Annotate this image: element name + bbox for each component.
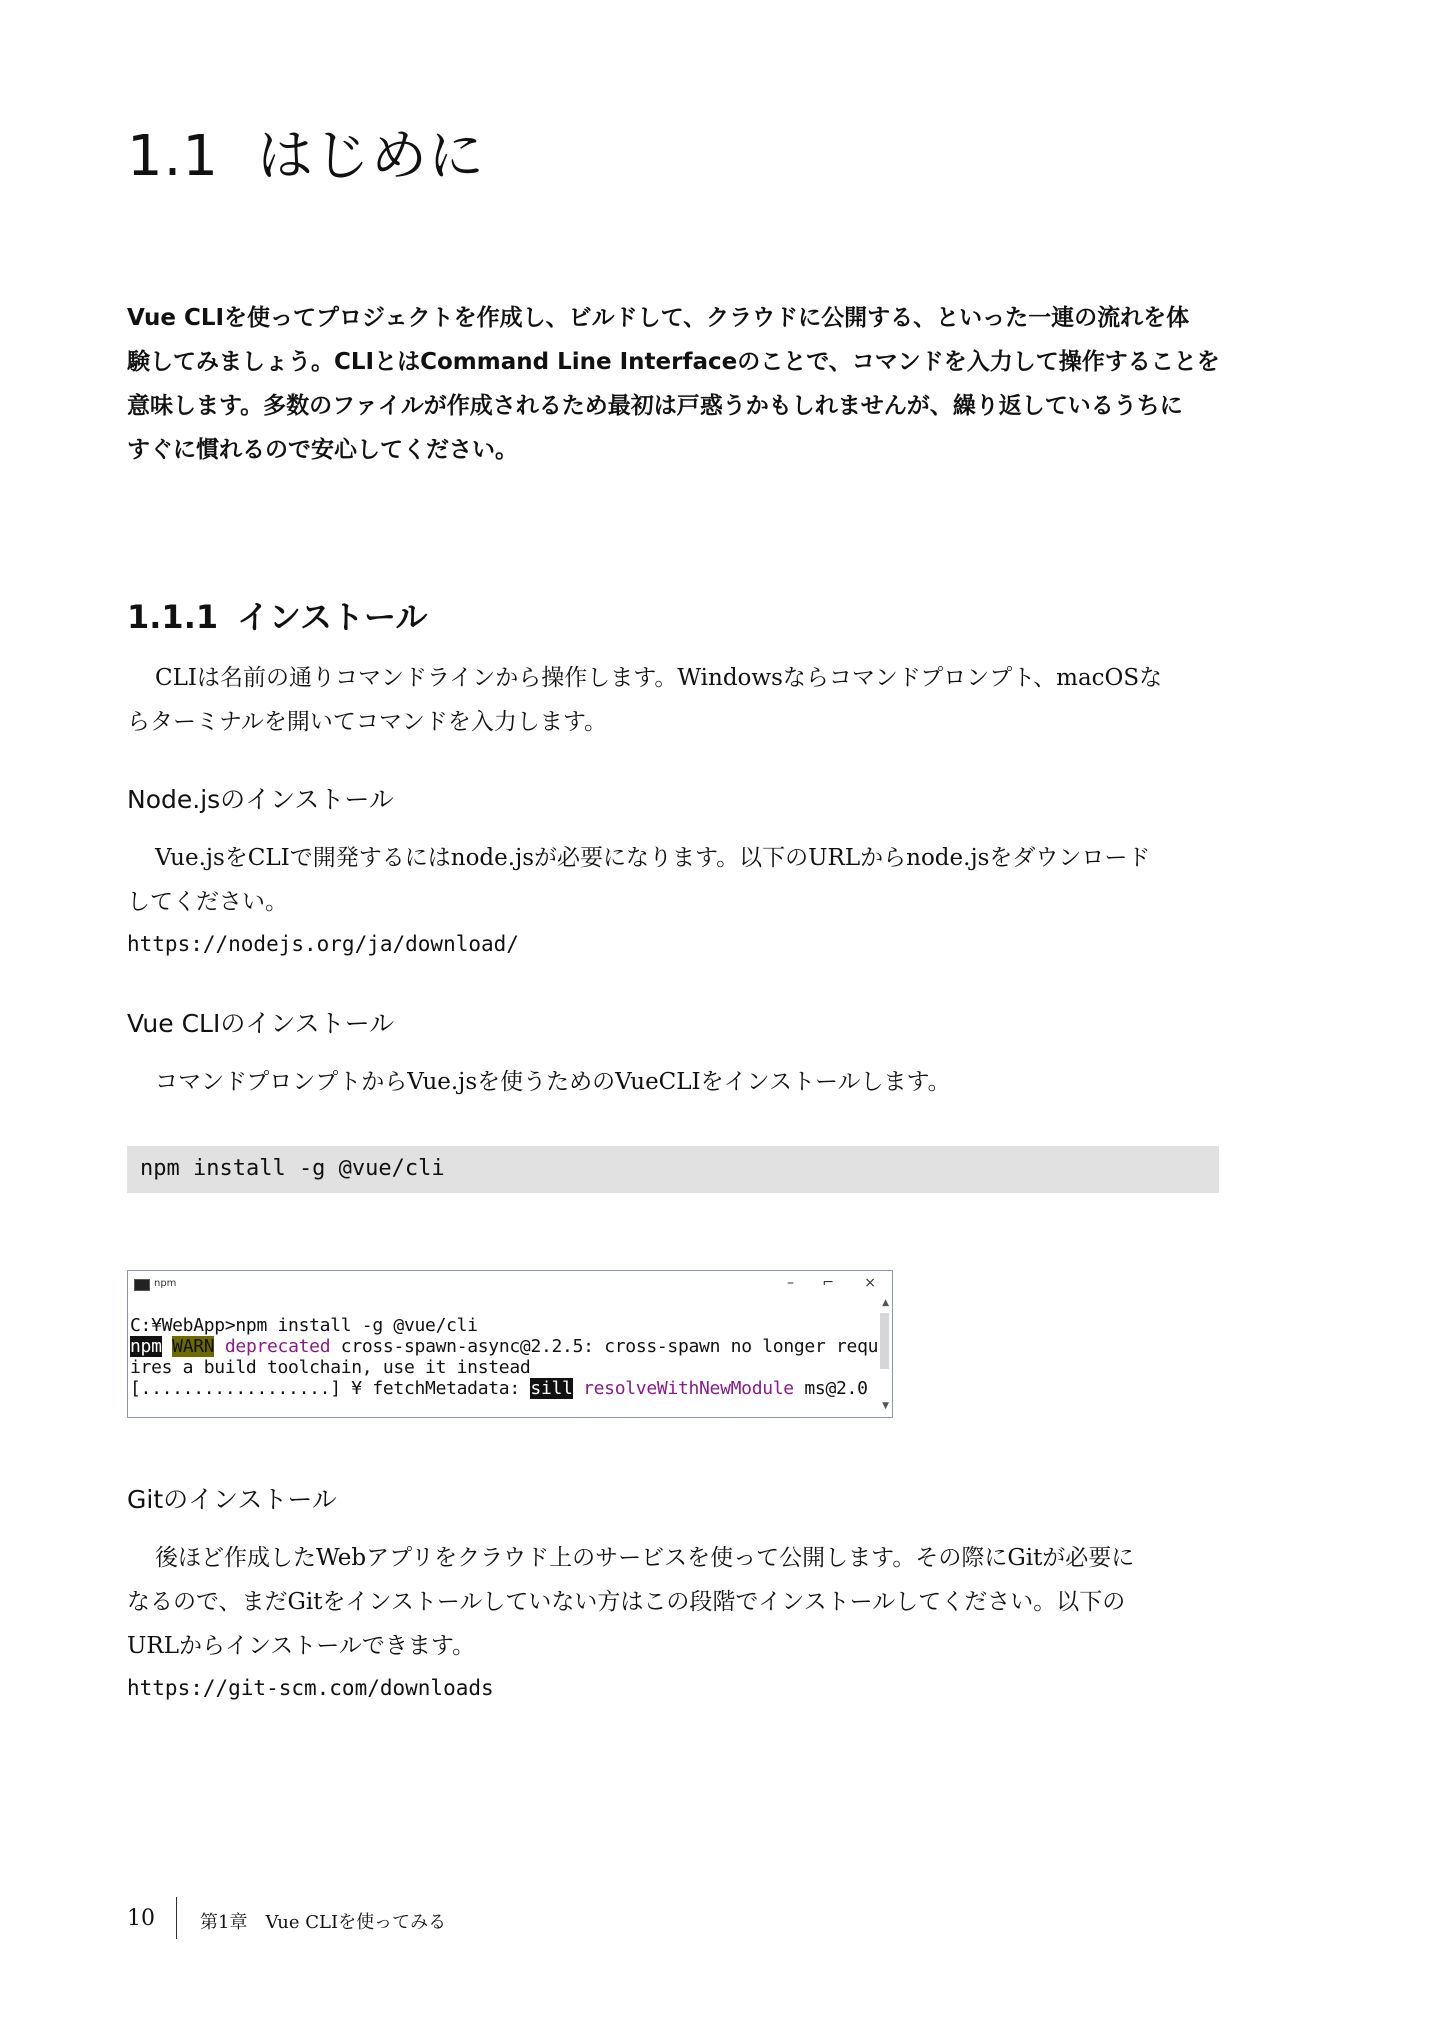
node-paragraph <box>127 836 1221 924</box>
subsection-title-text: インストール <box>237 598 428 636</box>
section-number: 1.1 <box>127 124 220 189</box>
install-paragraph <box>127 656 1221 744</box>
intro-line: すぐに慣れるので安心してください。 <box>127 437 518 463</box>
intro-paragraph <box>127 296 1221 472</box>
paragraph-line: してください。 <box>127 889 288 915</box>
node-heading: Node.jsのインストール <box>127 785 394 814</box>
terminal-line: ires a build toolchain, use it instead <box>130 1357 531 1378</box>
git-paragraph <box>127 1536 1221 1668</box>
progress-text: [..................] ¥ fetchMetadata: <box>130 1378 531 1399</box>
warn-badge: WARN <box>172 1336 215 1357</box>
vuecli-paragraph <box>127 1060 1221 1104</box>
paragraph-line: 後ほど作成したWebアプリをクラウド上のサービスを使って公開します。その際にGitが必要に <box>155 1545 1135 1571</box>
terminal-line <box>130 1336 878 1357</box>
terminal-screenshot <box>127 1270 893 1418</box>
minimize-icon: – <box>787 1275 794 1291</box>
paragraph-line: CLIは名前の通りコマンドラインから操作します。Windowsならコマンドプロンプト、macOSな <box>155 665 1163 691</box>
node-download-url[interactable]: https://nodejs.org/ja/download/ <box>127 932 519 956</box>
subsection-number: 1.1.1 <box>127 598 219 636</box>
vuecli-heading: Vue CLIのインストール <box>127 1009 395 1038</box>
chapter-title: 第1章 Vue CLIを使ってみる <box>200 1912 447 1933</box>
paragraph-line: なるので、まだGitをインストールしていない方はこの段階でインストールしてください。以下の <box>127 1589 1126 1615</box>
terminal-line: C:¥WebApp>npm install -g @vue/cli <box>130 1315 478 1336</box>
git-heading: Gitのインストール <box>127 1485 337 1514</box>
page-title <box>127 112 485 192</box>
sill-badge: sill <box>530 1378 573 1399</box>
scroll-up-icon: ▲ <box>882 1298 889 1308</box>
paragraph-line: らターミナルを開いてコマンドを入力します。 <box>127 709 608 735</box>
footer-divider <box>176 1897 177 1939</box>
terminal-titlebar <box>128 1271 892 1297</box>
terminal-window-title: npm <box>154 1278 177 1289</box>
warn-message: cross-spawn-async@2.2.5: cross-spawn no longer requ <box>330 1336 879 1357</box>
npm-label: npm <box>130 1336 162 1357</box>
page-number: 10 <box>127 1906 155 1931</box>
maximize-icon: ⌐ <box>822 1275 834 1291</box>
code-command: npm install -g @vue/cli <box>140 1156 445 1181</box>
intro-line: 験してみましょう。CLIとはCommand Line Interfaceのことで、コマンドを入力して操作することを <box>127 349 1220 375</box>
subsection-title <box>127 592 427 638</box>
git-download-url[interactable]: https://git-scm.com/downloads <box>127 1676 494 1700</box>
paragraph-line: URLからインストールできます。 <box>127 1633 475 1659</box>
terminal-output <box>130 1315 878 1399</box>
deprecated-label: deprecated <box>224 1336 331 1357</box>
code-block <box>127 1146 1219 1193</box>
paragraph-line: コマンドプロンプトからVue.jsを使うためのVueCLIをインストールします。 <box>155 1069 951 1095</box>
intro-line: Vue CLIを使ってプロジェクトを作成し、ビルドして、クラウドに公開する、といった一連の流れを体 <box>127 305 1190 331</box>
intro-line: 意味します。多数のファイルが作成されるため最初は戸惑うかもしれませんが、繰り返しているうちに <box>127 393 1183 419</box>
scrollbar-thumb <box>880 1313 889 1369</box>
section-title-text: はじめに <box>257 124 485 189</box>
resolve-message: ms@2.0 <box>793 1378 868 1399</box>
terminal-app-icon <box>134 1279 150 1291</box>
close-icon: × <box>864 1275 876 1291</box>
paragraph-line: Vue.jsをCLIで開発するにはnode.jsが必要になります。以下のURLからnode.jsをダウンロード <box>155 845 1151 871</box>
resolve-label: resolveWithNewModule <box>583 1378 794 1399</box>
terminal-line <box>130 1378 878 1399</box>
scroll-down-icon: ▼ <box>882 1401 889 1411</box>
